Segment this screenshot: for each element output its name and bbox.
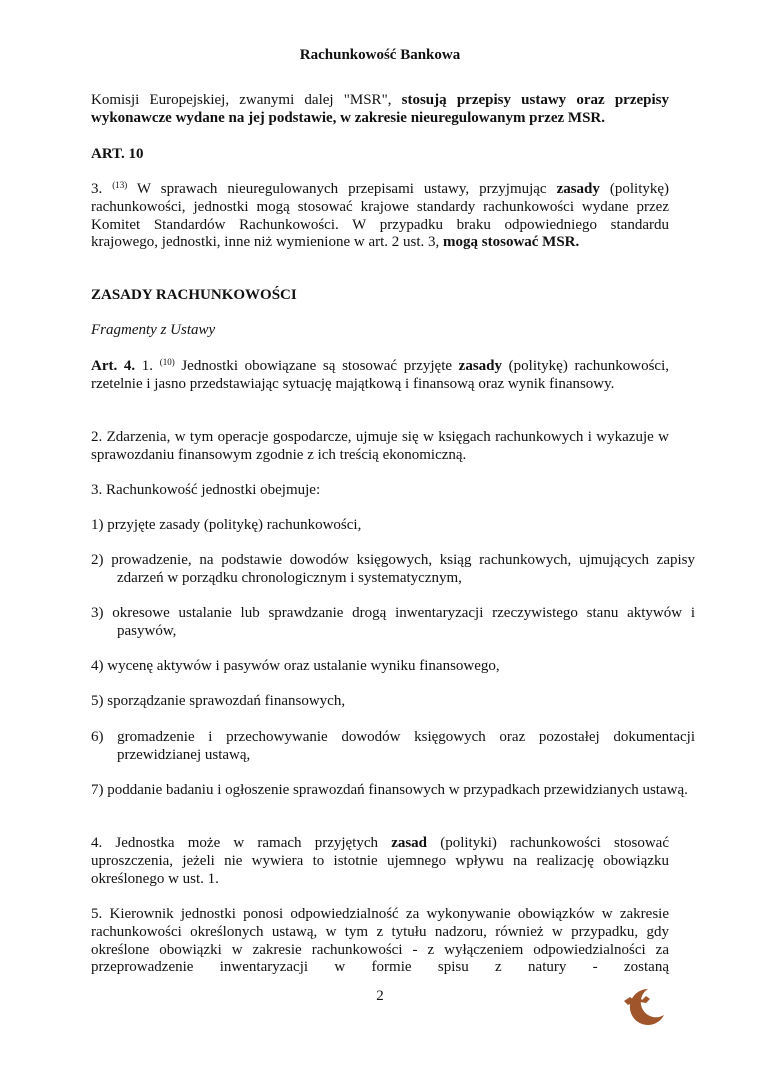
paragraph-text: Jednostki obowiązane są stosować przyjęte xyxy=(174,358,459,374)
paragraph-art4-2: 2. Zdarzenia, w tym operacje gospodarcze, ujmuje się w księgach rachunkowych i wykazuje w sprawozdaniu finansowym zgodnie z ich treścią ekonomiczną. xyxy=(91,429,669,463)
bat-moon-logo-icon xyxy=(620,985,668,1029)
paragraph-text: (politykę) rachunkowości, jednostki mogą stosować krajowe standardy rachunkowości wydane przez Komitet Standardów Rachunkowości. W przypadku braku odpowiedniego standardu krajowego, jednostki, inne niż wymienione w art. 2 ust. 3, xyxy=(91,181,670,251)
article-label: Art. 4. xyxy=(91,358,136,374)
page-number: 2 xyxy=(376,988,384,1004)
list-item: 1) przyjęte zasady (politykę) rachunkowości, xyxy=(91,517,362,533)
heading-art-10 xyxy=(91,146,669,164)
paragraph-text: Komisji Europejskiej, zwanymi dalej "MSR", xyxy=(91,92,402,108)
section-title-text: ZASADY RACHUNKOWOŚCI xyxy=(91,287,297,303)
list-item: 2) prowadzenie, na podstawie dowodów księgowych, ksiąg rachunkowych, ujmujących zapisy zdarzeń w porządku chronologicznym i systematycznym, xyxy=(91,552,695,586)
footnote-ref: (10) xyxy=(159,357,175,367)
page-header-title: Rachunkowość Bankowa xyxy=(299,47,461,63)
paragraph-bold-text: zasad xyxy=(391,835,428,851)
list-item: 3) okresowe ustalanie lub sprawdzanie drogą inwentaryzacji rzeczywistego stanu aktywów i pasywów, xyxy=(91,605,695,639)
paragraph-bold-text: mogą stosować MSR. xyxy=(443,234,580,251)
list-item: 7) poddanie badaniu i ogłoszenie sprawozdań finansowych w przypadkach przewidzianych ustawą. xyxy=(91,782,688,798)
list-item: 4) wycenę aktywów i pasywów oraz ustalanie wyniku finansowego, xyxy=(91,658,500,674)
paragraph-number: 3. xyxy=(91,181,103,197)
paragraph-bold-text: zasady xyxy=(556,181,600,197)
paragraph-art4-3: 3. Rachunkowość jednostki obejmuje: xyxy=(91,482,321,498)
paragraph-art4-5: 5. Kierownik jednostki ponosi odpowiedzialność za wykonywanie obowiązków w zakresie rachunkowości określonych ustawą, w tym z tytułu nadzoru, również w przypadku, gdy określone obowiązki w zakresie rachunkowości - z wyłączeniem odpowiedzialności za przeprowadzenie inwentaryzacji w formie spisu z natury - zostaną xyxy=(91,906,669,976)
paragraph-msr xyxy=(91,92,669,128)
paragraph-art10-3 xyxy=(91,181,669,252)
paragraph-art4-4 xyxy=(91,835,669,888)
paragraph-number: 1. xyxy=(135,358,154,374)
paragraph-text: W sprawach nieuregulowanych przepisami ustawy, przyjmując xyxy=(136,181,557,197)
heading-text: ART. 10 xyxy=(91,146,144,162)
paragraph-art4-1 xyxy=(91,358,669,394)
section-title xyxy=(91,287,669,305)
paragraph-bold-text: stosują przepisy ustawy oraz przepisy wykonawcze wydane na jej podstawie, w zakresie nieuregulowanym przez MSR. xyxy=(91,92,670,126)
section-subtitle: Fragmenty z Ustawy xyxy=(91,322,216,338)
paragraph-text: (polityki) rachunkowości stosować uproszczenia, jeżeli nie wywiera to istotnie ujemnego wpływu na realizację obowiązku określonego w ust. 1. xyxy=(91,835,669,887)
paragraph-bold-text: zasady xyxy=(458,358,503,374)
paragraph-text: (politykę) rachunkowości, rzetelnie i jasno przedstawiając sytuację majątkową i finansową oraz wynik finansowy. xyxy=(91,358,670,392)
paragraph-text: 4. Jednostka może w ramach przyjętych xyxy=(91,835,392,851)
list-item: 6) gromadzenie i przechowywanie dowodów księgowych oraz pozostałej dokumentacji przewidzianej ustawą, xyxy=(91,729,695,763)
list-item: 5) sporządzanie sprawozdań finansowych, xyxy=(91,693,346,709)
footnote-ref: (13) xyxy=(112,180,128,190)
